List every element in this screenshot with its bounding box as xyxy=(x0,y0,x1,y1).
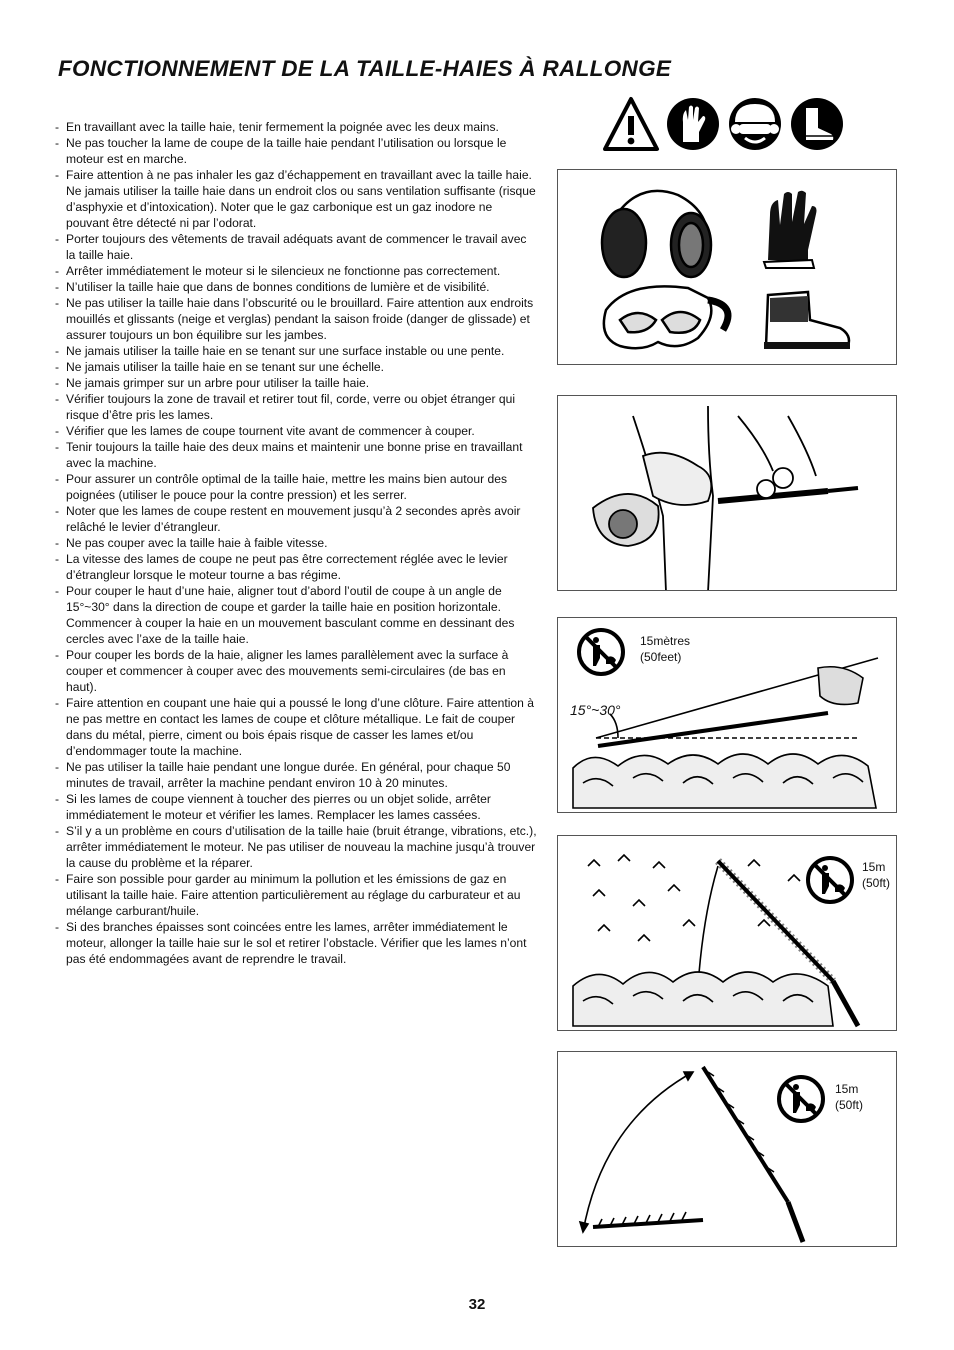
instruction-item: - Pour assurer un contrôle optimal de la taille haie, mettre les mains bien autour des poignées (utiliser le pouce pour la contre pression) et les serrer. xyxy=(55,471,537,503)
instruction-item: - Pour couper le haut d’une haie, aligner tout d’abord l’outil de coupe à un angle de 15°~30° dans la direction de coupe et garder la taille haie en position horizontale. Commencer à couper la haie en un mouvement basculant comme en dessinant des cercles avec l’axe de la taille haie. xyxy=(55,583,537,647)
instruction-item: - Vérifier toujours la zone de travail et retirer tout fil, corde, verre ou objet étranger qui risque d’être pris les lames. xyxy=(55,391,537,423)
protective-equipment-panel xyxy=(557,169,897,365)
instruction-item: - Arrêter immédiatement le moteur si le silencieux ne fonctionne pas correctement. xyxy=(55,263,537,279)
instruction-item: - Pour couper les bords de la haie, aligner les lames parallèlement avec la surface à couper et commencer à couper avec des mouvements semi-circulaires (de bas en haut). xyxy=(55,647,537,695)
instruction-item: - Ne jamais utiliser la taille haie en se tenant sur une échelle. xyxy=(55,359,537,375)
safety-boot-icon xyxy=(764,292,850,349)
safety-goggles-icon xyxy=(604,286,728,348)
instruction-item: - Si des branches épaisses sont coincées entre les lames, arrêter immédiatement le moteur, allonger la taille haie sur le sol et retirer l’obstacle. Vérifier que les lames n’ont pas été endommagées avant de reprendre le travail. xyxy=(55,919,537,967)
instruction-item: - Faire son possible pour garder au minimum la pollution et les émissions de gaz en utilisant la taille haie. Faire attention particulièrement au réglage du carburateur et au mélange carburant/huile. xyxy=(55,871,537,919)
top-cut-illustration xyxy=(573,658,878,808)
helmet-visor-ear-protection-icon xyxy=(729,98,781,150)
instruction-item: - Noter que les lames de coupe restent en mouvement jusqu’à 2 secondes après avoir relâché le levier d’étrangleur. xyxy=(55,503,537,535)
top-cut-distance-label: 15mètres (50feet) xyxy=(640,634,691,664)
arc-cut-distance-label: 15m (50ft) xyxy=(835,1082,864,1112)
instruction-item: - La vitesse des lames de coupe ne peut pas être correctement réglée avec le levier d’étrangleur lorsque le moteur tourne a bas régime. xyxy=(55,551,537,583)
instruction-item: - Ne jamais utiliser la taille haie en se tenant sur une surface instable ou une pente. xyxy=(55,343,537,359)
instruction-item: - N’utiliser la taille haie que dans de bonnes conditions de lumière et de visibilité. xyxy=(55,279,537,295)
page-title: FONCTIONNEMENT DE LA TAILLE-HAIES À RALLONGE xyxy=(58,56,672,81)
side-cut-distance-label: 15m (50ft) xyxy=(862,860,891,890)
instruction-item: - Vérifier que les lames de coupe tournent vite avant de commencer à couper. xyxy=(55,423,537,439)
no-bystanders-icon xyxy=(779,1077,823,1121)
no-bystanders-icon xyxy=(579,630,623,674)
instruction-item: - Ne jamais grimper sur un arbre pour utiliser la taille haie. xyxy=(55,375,537,391)
instruction-item: - Si les lames de coupe viennent à toucher des pierres ou un objet solide, arrêter immédiatement le moteur et vérifier les lames. Remplacer les lames cassées. xyxy=(55,791,537,823)
instruction-item: - Faire attention en coupant une haie qui a poussé le long d’une clôture. Faire attention à ne pas mettre en contact les lames de coupe et clôture métallique. Le fait de couper dans du métal, pierre, ciment ou bois épais risque de casser les lames et/ou d’endommager toute la machine. xyxy=(55,695,537,759)
warning-triangle-icon xyxy=(605,99,657,149)
ear-muffs-icon xyxy=(602,191,711,277)
operator-illustration xyxy=(593,406,858,591)
instruction-item: - Ne pas couper avec la taille haie à faible vitesse. xyxy=(55,535,537,551)
instruction-item: - Ne pas toucher la lame de coupe de la taille haie pendant l’utilisation ou lorsque le moteur est en marche. xyxy=(55,135,537,167)
angle-label: 15°~30° xyxy=(570,702,621,718)
instruction-item: - S’il y a un problème en cours d’utilisation de la taille haie (bruit étrange, vibrations, etc.), arrêter immédiatement le moteur. Ne pas utiliser de nouveau la machine jusqu’à trouver la cause du problème et la réparer. xyxy=(55,823,537,871)
gloves-icon xyxy=(667,98,719,150)
arc-cut-panel xyxy=(557,1051,897,1247)
instruction-item: - Tenir toujours la taille haie des deux mains et maintenir une bonne prise en travaillant avec la machine. xyxy=(55,439,537,471)
boots-icon xyxy=(791,98,843,150)
instruction-list xyxy=(55,119,537,967)
operator-holding-machine-panel xyxy=(557,395,897,591)
instruction-item: - Faire attention à ne pas inhaler les gaz d’échappement en travaillant avec la taille haie. Ne jamais utiliser la taille haie dans un endroit clos ou sans ventilation suffisante (risque d’asphyxie et d’intoxication). Noter que le gaz carbonique est un gaz inodore ne pouvant être détecté ni par l’odorat. xyxy=(55,167,537,231)
no-bystanders-icon xyxy=(808,858,852,902)
safety-icons-row xyxy=(603,96,848,152)
instruction-item: - Ne pas utiliser la taille haie pendant une longue durée. En général, pour chaque 50 minutes de travail, arrêter la machine pendant environ 10 à 20 minutes. xyxy=(55,759,537,791)
arc-cut-illustration xyxy=(580,1067,803,1242)
top-cut-panel xyxy=(557,617,897,813)
page-number: 32 xyxy=(468,1296,486,1313)
instruction-item: - Porter toujours des vêtements de travail adéquats avant de commencer le travail avec la taille haie. xyxy=(55,231,537,263)
instruction-item: - Ne pas utiliser la taille haie dans l’obscurité ou le brouillard. Faire attention aux endroits mouillés et glissants (neige et verglas) pendant la saison froide (danger de glissade) et assurer toujours un bon équilibre sur les jambes. xyxy=(55,295,537,343)
instruction-item: - En travaillant avec la taille haie, tenir fermement la poignée avec les deux mains. xyxy=(55,119,537,135)
side-cut-panel xyxy=(557,835,897,1031)
work-glove-icon xyxy=(764,191,817,268)
